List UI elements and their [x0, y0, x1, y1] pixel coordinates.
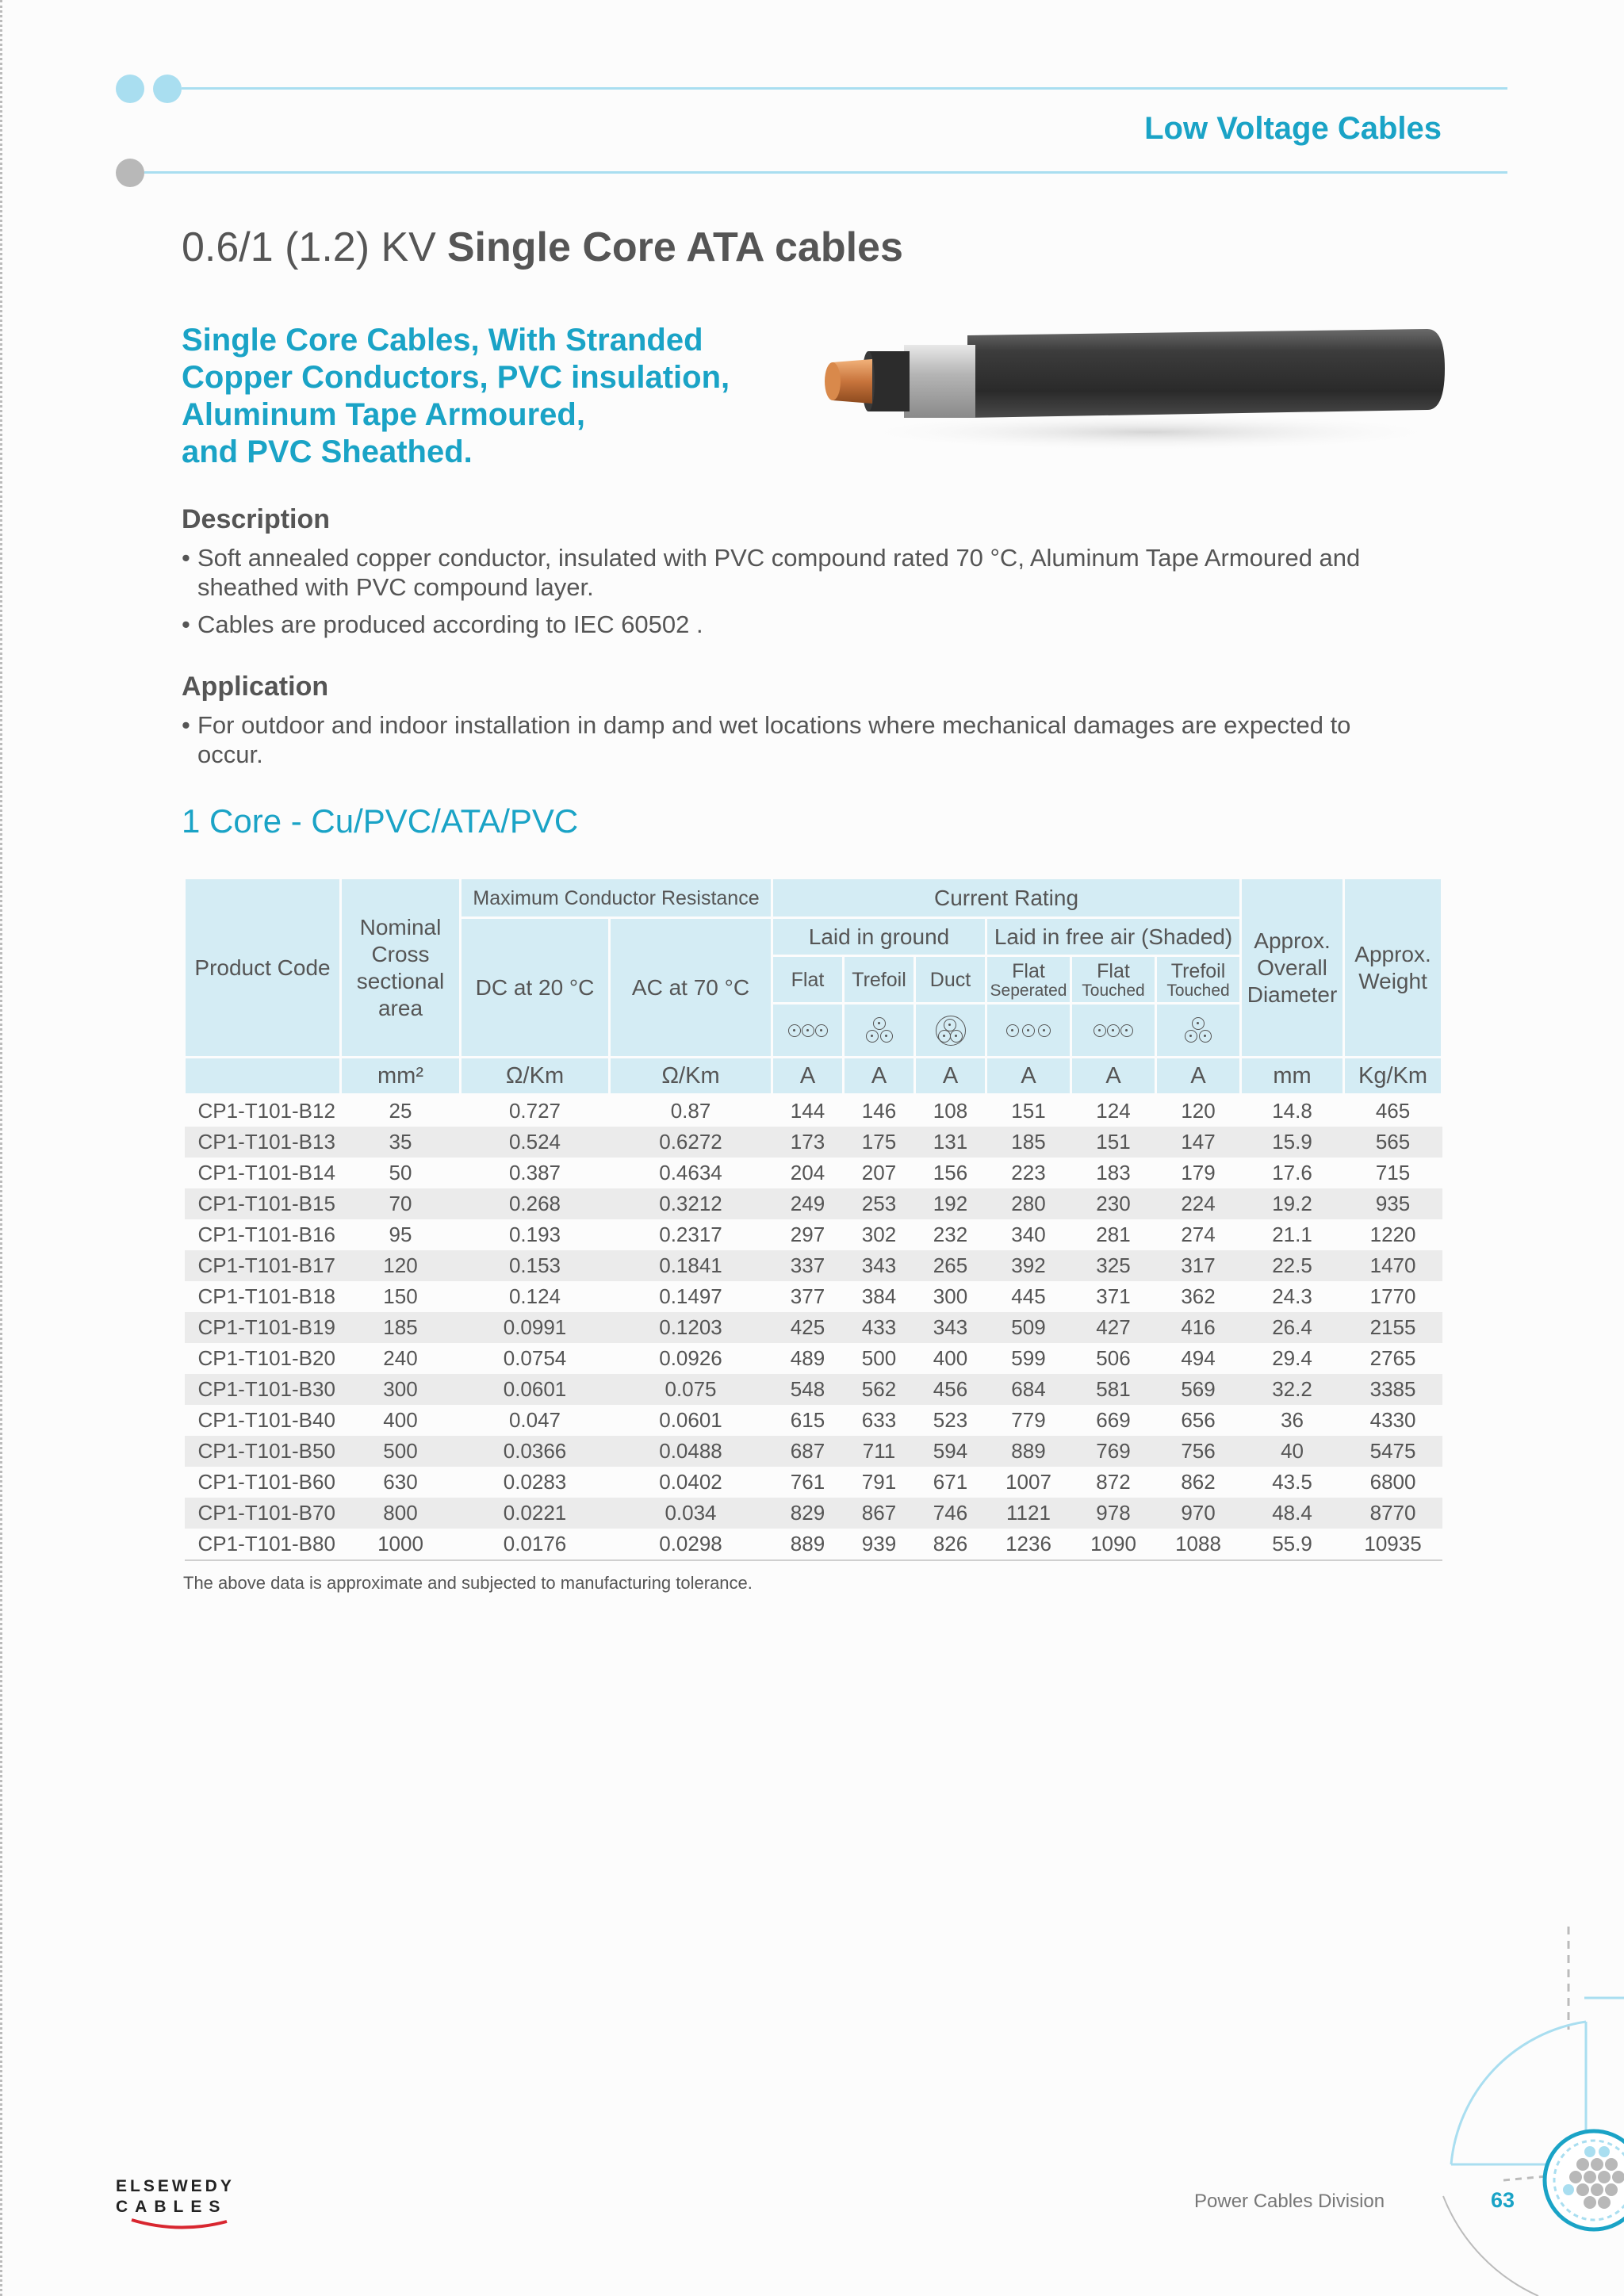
- bullet-text: Cables are produced according to IEC 60502 .: [197, 610, 703, 638]
- table-cell: 0.87: [670, 1099, 711, 1123]
- table-cell: 340: [1011, 1223, 1046, 1246]
- table-cell: 371: [1096, 1284, 1131, 1308]
- table-cell: 0.075: [610, 1374, 772, 1405]
- table-cell: 280: [986, 1188, 1071, 1219]
- table-note: The above data is approximate and subjected to manufacturing tolerance.: [183, 1573, 753, 1593]
- table-row: [185, 1250, 1442, 1281]
- subtitle-line: Copper Conductors, PVC insulation,: [182, 360, 730, 395]
- product-code-cell: CP1-T101-B60: [197, 1470, 335, 1494]
- unit-cell: A: [986, 1058, 1071, 1095]
- unit-cell: Ω/Km: [461, 1058, 610, 1095]
- table-row: [185, 1188, 1442, 1219]
- table-cell: 761: [790, 1470, 825, 1494]
- table-cell: 0.0221: [461, 1498, 610, 1529]
- flat-separated-icon: [986, 1004, 1071, 1058]
- product-code-cell: CP1-T101-B13: [185, 1127, 341, 1158]
- table-cell: 506: [1096, 1346, 1131, 1370]
- unit-cell: mm: [1241, 1058, 1344, 1095]
- product-code-cell: CP1-T101-B12: [197, 1099, 335, 1123]
- table-cell: 594: [915, 1436, 986, 1467]
- header-max-resistance: Maximum Conductor Resistance: [461, 878, 772, 918]
- header-duct: Duct: [915, 956, 986, 1004]
- table-cell: 1000: [341, 1529, 461, 1560]
- company-logo-bottom: CABLES: [116, 2198, 228, 2216]
- subtitle-line: Single Core Cables, With Stranded: [182, 323, 703, 358]
- page-number: 63: [1491, 2188, 1515, 2212]
- table-row: [185, 1219, 1442, 1250]
- unit-cell: A: [1071, 1058, 1156, 1095]
- table-cell: 1007: [1005, 1470, 1051, 1494]
- table-cell: 889: [772, 1529, 844, 1560]
- table-cell: 240: [383, 1346, 418, 1370]
- unit-cell: A: [915, 1058, 986, 1095]
- table-cell: 0.0298: [610, 1529, 772, 1560]
- subtitle-line: Aluminum Tape Armoured,: [182, 397, 585, 432]
- product-subtitle: [182, 322, 784, 471]
- table-cell: 337: [772, 1250, 844, 1281]
- table-cell: 0.0926: [659, 1346, 722, 1370]
- header-weight: Approx. Weight: [1344, 878, 1442, 1058]
- table-row: [185, 1095, 1442, 1127]
- table-cell: 500: [861, 1346, 897, 1370]
- product-code-cell: CP1-T101-B80: [185, 1529, 341, 1560]
- table-cell: 175: [844, 1127, 915, 1158]
- header-ac: AC at 70 °C: [610, 918, 772, 1058]
- table-cell: 465: [1375, 1099, 1411, 1123]
- table-cell: 50: [389, 1161, 412, 1184]
- table-cell: 581: [1071, 1374, 1156, 1405]
- table-cell: 800: [341, 1498, 461, 1529]
- product-code-cell: CP1-T101-B18: [197, 1284, 335, 1308]
- table-cell: 185: [986, 1127, 1071, 1158]
- table-cell: 1220: [1369, 1223, 1416, 1246]
- product-code-cell: CP1-T101-B19: [185, 1312, 341, 1343]
- table-cell: 146: [861, 1099, 897, 1123]
- table-cell: 5475: [1344, 1436, 1442, 1467]
- product-code-cell: CP1-T101-B17: [185, 1250, 341, 1281]
- table-cell: 362: [1181, 1284, 1216, 1308]
- table-cell: 425: [772, 1312, 844, 1343]
- table-cell: 445: [1011, 1284, 1046, 1308]
- table-cell: 889: [986, 1436, 1071, 1467]
- table-cell: 185: [341, 1312, 461, 1343]
- header-diameter: Approx. Overall Diameter: [1241, 878, 1344, 1058]
- table-cell: 25: [389, 1099, 412, 1123]
- table-cell: 615: [790, 1408, 825, 1432]
- table-cell: 2155: [1344, 1312, 1442, 1343]
- header-line: [182, 87, 1507, 90]
- table-cell: 0.1497: [659, 1284, 722, 1308]
- table-cell: 456: [915, 1374, 986, 1405]
- table-cell: 0.0283: [503, 1470, 567, 1494]
- table-row: [185, 1374, 1442, 1405]
- header-flat: Flat: [772, 956, 844, 1004]
- table-cell: 970: [1156, 1498, 1241, 1529]
- table-cell: 29.4: [1272, 1346, 1312, 1370]
- header-current-rating: Current Rating: [772, 878, 1241, 918]
- table-body: [185, 1095, 1442, 1561]
- header-dot: [153, 75, 182, 103]
- duct-formation-icon: [915, 1004, 986, 1058]
- table-cell: 687: [772, 1436, 844, 1467]
- table-cell: 867: [844, 1498, 915, 1529]
- table-cell: 392: [986, 1250, 1071, 1281]
- table-cell: 0.268: [461, 1188, 610, 1219]
- table-cell: 0.0176: [461, 1529, 610, 1560]
- table-cell: 224: [1156, 1188, 1241, 1219]
- table-cell: 120: [341, 1250, 461, 1281]
- footer-graphic: [1427, 1927, 1624, 2296]
- section-label: Low Voltage Cables: [1144, 111, 1442, 146]
- table-cell: 656: [1181, 1408, 1216, 1432]
- header-flat-separated: Flat Seperated: [986, 956, 1071, 1004]
- table-cell: 281: [1096, 1223, 1131, 1246]
- table-cell: 95: [389, 1223, 412, 1246]
- title-main: Single Core ATA cables: [446, 224, 903, 270]
- table-cell: 0.034: [610, 1498, 772, 1529]
- units-spacer: [185, 1058, 341, 1095]
- table-cell: 131: [915, 1127, 986, 1158]
- table-cell: 715: [1375, 1161, 1411, 1184]
- table-cell: 15.9: [1241, 1127, 1344, 1158]
- product-code-cell: CP1-T101-B40: [197, 1408, 335, 1432]
- cable-image: [801, 313, 1451, 460]
- table-cell: 684: [986, 1374, 1071, 1405]
- table-cell: 0.0754: [503, 1346, 567, 1370]
- table-cell: 0.047: [508, 1408, 561, 1432]
- table-cell: 489: [790, 1346, 825, 1370]
- table-cell: 427: [1071, 1312, 1156, 1343]
- description-bullet: • Cables are produced according to IEC 60502 .: [182, 610, 1466, 639]
- table-cell: 26.4: [1241, 1312, 1344, 1343]
- product-code-cell: CP1-T101-B30: [185, 1374, 341, 1405]
- page-title: [182, 224, 903, 271]
- table-cell: 1121: [986, 1498, 1071, 1529]
- table-cell: 669: [1096, 1408, 1131, 1432]
- header-dot: [116, 75, 144, 103]
- logo-swoosh: [116, 2217, 243, 2233]
- table-cell: 343: [844, 1250, 915, 1281]
- table-cell: 2765: [1369, 1346, 1416, 1370]
- flat-formation-icon: [772, 1004, 844, 1058]
- table-cell: 144: [790, 1099, 825, 1123]
- table-cell: 746: [915, 1498, 986, 1529]
- header-dot-grey: [116, 159, 144, 187]
- table-row: [185, 1312, 1442, 1343]
- table-cell: 569: [1156, 1374, 1241, 1405]
- table-cell: 0.0601: [659, 1408, 722, 1432]
- table-cell: 562: [844, 1374, 915, 1405]
- table-cell: 232: [933, 1223, 968, 1246]
- table-row: [185, 1127, 1442, 1158]
- table-cell: 416: [1156, 1312, 1241, 1343]
- table-row: [185, 1529, 1442, 1560]
- table-cell: 253: [844, 1188, 915, 1219]
- table-cell: 0.124: [508, 1284, 561, 1308]
- table-cell: 297: [790, 1223, 825, 1246]
- table-cell: 630: [383, 1470, 418, 1494]
- table-cell: 939: [844, 1529, 915, 1560]
- table-cell: 599: [1011, 1346, 1046, 1370]
- table-cell: 17.6: [1272, 1161, 1312, 1184]
- bullet-text: Soft annealed copper conductor, insulated with PVC compound rated 70 °C, Aluminum Tape Armoured and sheathed with PVC compound layer.: [197, 544, 1361, 601]
- units-row: [185, 1058, 1442, 1095]
- table-cell: 24.3: [1272, 1284, 1312, 1308]
- unit-cell: Kg/Km: [1344, 1058, 1442, 1095]
- table-cell: 0.153: [461, 1250, 610, 1281]
- table-cell: 40: [1241, 1436, 1344, 1467]
- table-cell: 274: [1181, 1223, 1216, 1246]
- table-cell: 265: [915, 1250, 986, 1281]
- table-cell: 21.1: [1272, 1223, 1312, 1246]
- table-cell: 400: [933, 1346, 968, 1370]
- table-cell: 150: [383, 1284, 418, 1308]
- table-cell: 183: [1096, 1161, 1131, 1184]
- header-laid-air: Laid in free air (Shaded): [986, 918, 1241, 956]
- header-laid-ground: Laid in ground: [772, 918, 986, 956]
- table-cell: 829: [772, 1498, 844, 1529]
- table-cell: 0.3212: [610, 1188, 772, 1219]
- table-cell: 179: [1181, 1161, 1216, 1184]
- table-cell: 192: [915, 1188, 986, 1219]
- table-cell: 0.727: [508, 1099, 561, 1123]
- table-cell: 249: [772, 1188, 844, 1219]
- unit-cell: A: [1156, 1058, 1241, 1095]
- table-cell: 147: [1156, 1127, 1241, 1158]
- header-dc: DC at 20 °C: [461, 918, 610, 1058]
- table-cell: 509: [986, 1312, 1071, 1343]
- table-cell: 120: [1181, 1099, 1216, 1123]
- description-heading: Description: [182, 504, 331, 534]
- table-cell: 0.387: [508, 1161, 561, 1184]
- table-cell: 0.0402: [659, 1470, 722, 1494]
- table-row: [185, 1405, 1442, 1436]
- table-cell: 523: [933, 1408, 968, 1432]
- table-cell: 70: [341, 1188, 461, 1219]
- table-cell: 500: [341, 1436, 461, 1467]
- table-row: [185, 1498, 1442, 1529]
- table-cell: 22.5: [1241, 1250, 1344, 1281]
- title-voltage: 0.6/1 (1.2) KV: [182, 224, 436, 270]
- table-cell: 10935: [1344, 1529, 1442, 1560]
- page-edge-dots: [0, 0, 2, 2296]
- header-trefoil: Trefoil: [844, 956, 915, 1004]
- application-bullet: • For outdoor and indoor installation in damp and wet locations where mechanical damages are expected to occur.: [182, 710, 1371, 769]
- header-flat-touched: Flat Touched: [1071, 956, 1156, 1004]
- table-cell: 0.4634: [659, 1161, 722, 1184]
- table-cell: 1770: [1369, 1284, 1416, 1308]
- table-cell: 207: [861, 1161, 897, 1184]
- product-code-cell: CP1-T101-B14: [197, 1161, 335, 1184]
- unit-cell: Ω/Km: [610, 1058, 772, 1095]
- product-code-cell: CP1-T101-B15: [185, 1188, 341, 1219]
- table-cell: 1090: [1071, 1529, 1156, 1560]
- table-cell: 548: [772, 1374, 844, 1405]
- table-cell: 36: [1281, 1408, 1304, 1432]
- description-bullet: • Soft annealed copper conductor, insulated with PVC compound rated 70 °C, Aluminum Tape Armoured and sheathed with PVC compound layer.: [182, 543, 1466, 602]
- table-cell: 151: [1071, 1127, 1156, 1158]
- product-code-cell: CP1-T101-B16: [197, 1223, 335, 1246]
- table-cell: 300: [933, 1284, 968, 1308]
- table-cell: 0.0991: [461, 1312, 610, 1343]
- table-cell: 384: [861, 1284, 897, 1308]
- header-nominal-area: Nominal Cross sectional area: [341, 878, 461, 1058]
- table-cell: 230: [1071, 1188, 1156, 1219]
- table-cell: 769: [1071, 1436, 1156, 1467]
- table-cell: 173: [772, 1127, 844, 1158]
- unit-cell: A: [772, 1058, 844, 1095]
- table-cell: 756: [1156, 1436, 1241, 1467]
- table-cell: 826: [915, 1529, 986, 1560]
- table-cell: 6800: [1369, 1470, 1416, 1494]
- product-code-cell: CP1-T101-B50: [185, 1436, 341, 1467]
- table-cell: 0.1203: [610, 1312, 772, 1343]
- table-cell: 0.0488: [610, 1436, 772, 1467]
- table-cell: 0.193: [508, 1223, 561, 1246]
- table-cell: 791: [861, 1470, 897, 1494]
- table-cell: 1236: [986, 1529, 1071, 1560]
- table-cell: 204: [790, 1161, 825, 1184]
- table-row: [185, 1436, 1442, 1467]
- unit-cell: mm²: [341, 1058, 461, 1095]
- table-row: [185, 1158, 1442, 1188]
- table-cell: 302: [861, 1223, 897, 1246]
- trefoil-formation-icon: [844, 1004, 915, 1058]
- table-cell: 671: [933, 1470, 968, 1494]
- table-cell: 48.4: [1241, 1498, 1344, 1529]
- table-cell: 317: [1156, 1250, 1241, 1281]
- table-cell: 325: [1071, 1250, 1156, 1281]
- table-cell: 935: [1344, 1188, 1442, 1219]
- table-row: [185, 1281, 1442, 1312]
- table-cell: 779: [1011, 1408, 1046, 1432]
- bullet-text: For outdoor and indoor installation in damp and wet locations where mechanical damages are expected to occur.: [197, 711, 1351, 768]
- table-cell: 0.0366: [461, 1436, 610, 1467]
- subtitle-line: and PVC Sheathed.: [182, 434, 473, 469]
- table-cell: 14.8: [1272, 1099, 1312, 1123]
- table-cell: 377: [790, 1284, 825, 1308]
- table-cell: 1088: [1156, 1529, 1241, 1560]
- table-cell: 32.2: [1241, 1374, 1344, 1405]
- header-trefoil-touched: Trefoil Touched: [1156, 956, 1241, 1004]
- table-cell: 151: [1011, 1099, 1046, 1123]
- unit-cell: A: [844, 1058, 915, 1095]
- footer-division: Power Cables Division: [1194, 2191, 1385, 2212]
- table-row: [185, 1467, 1442, 1498]
- table-cell: 55.9: [1241, 1529, 1344, 1560]
- table-cell: 633: [861, 1408, 897, 1432]
- table-cell: 862: [1181, 1470, 1216, 1494]
- table-cell: 300: [341, 1374, 461, 1405]
- table-title: 1 Core - Cu/PVC/ATA/PVC: [182, 802, 579, 840]
- table-cell: 0.0601: [461, 1374, 610, 1405]
- table-cell: 108: [933, 1099, 968, 1123]
- spec-table: [183, 877, 1443, 1561]
- table-cell: 35: [341, 1127, 461, 1158]
- trefoil-touched-icon: [1156, 1004, 1241, 1058]
- product-code-cell: CP1-T101-B70: [185, 1498, 341, 1529]
- table-cell: 3385: [1344, 1374, 1442, 1405]
- application-heading: Application: [182, 672, 329, 702]
- table-cell: 343: [915, 1312, 986, 1343]
- flat-touched-icon: [1071, 1004, 1156, 1058]
- table-cell: 0.1841: [610, 1250, 772, 1281]
- table-cell: 0.6272: [610, 1127, 772, 1158]
- table-cell: 43.5: [1272, 1470, 1312, 1494]
- table-cell: 124: [1096, 1099, 1131, 1123]
- table-cell: 433: [844, 1312, 915, 1343]
- table-cell: 0.524: [461, 1127, 610, 1158]
- header-product-code: Product Code: [185, 878, 341, 1058]
- table-cell: 8770: [1344, 1498, 1442, 1529]
- product-code-cell: CP1-T101-B20: [197, 1346, 335, 1370]
- table-cell: 565: [1344, 1127, 1442, 1158]
- table-cell: 494: [1181, 1346, 1216, 1370]
- table-cell: 19.2: [1241, 1188, 1344, 1219]
- header-line: [144, 171, 1507, 174]
- table-cell: 0.2317: [659, 1223, 722, 1246]
- table-cell: 4330: [1369, 1408, 1416, 1432]
- table-cell: 872: [1096, 1470, 1131, 1494]
- company-logo-top: ELSEWEDY: [116, 2177, 235, 2195]
- table-cell: 1470: [1344, 1250, 1442, 1281]
- table-cell: 711: [844, 1436, 915, 1467]
- table-cell: 156: [933, 1161, 968, 1184]
- table-cell: 978: [1071, 1498, 1156, 1529]
- table-cell: 400: [383, 1408, 418, 1432]
- table-row: [185, 1343, 1442, 1374]
- table-cell: 223: [1011, 1161, 1046, 1184]
